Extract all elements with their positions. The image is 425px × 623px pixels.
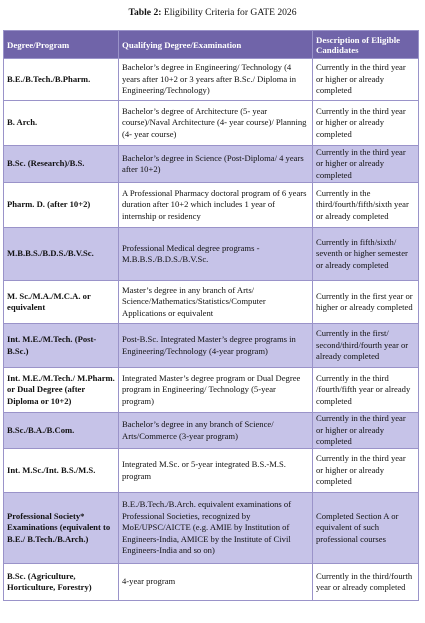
qualifying-cell: 4-year program	[119, 564, 313, 601]
qualifying-cell: Integrated Master’s degree program or Dual Degree program in Engineering/ Technology (5-year program)	[119, 368, 313, 413]
eligibility-cell: Completed Section A or equivalent of such professional courses	[313, 493, 419, 564]
eligibility-table	[3, 30, 419, 601]
eligibility-cell: Currently in the first/ second/third/fourth year or already completed	[313, 324, 419, 368]
caption-text: Eligibility Criteria for GATE 2026	[161, 7, 297, 18]
program-cell: B.Sc. (Agriculture, Horticulture, Forestry)	[4, 564, 119, 601]
table-row	[4, 368, 419, 413]
header-eligible-candidates: Description of Eligible Candidates	[313, 31, 419, 59]
program-cell: Int. M.E./M.Tech. (Post-B.Sc.)	[4, 324, 119, 368]
eligibility-cell: Currently in the third year or higher or already completed	[313, 449, 419, 493]
table-caption	[0, 6, 425, 19]
program-cell: Professional Society* Examinations (equivalent to B.E./ B.Tech./B.Arch.)	[4, 493, 119, 564]
program-cell: B.Sc./B.A./B.Com.	[4, 413, 119, 449]
table-row	[4, 59, 419, 101]
table-row	[4, 146, 419, 183]
program-cell: Pharm. D. (after 10+2)	[4, 183, 119, 228]
eligibility-cell: Currently in the third year or higher or already completed	[313, 413, 419, 449]
header-degree-program: Degree/Program	[4, 31, 119, 59]
eligibility-cell: Currently in the third/fourth year or already completed	[313, 564, 419, 601]
program-cell: B. Arch.	[4, 101, 119, 146]
table-row	[4, 101, 419, 146]
header-row	[4, 31, 419, 59]
program-cell: Int. M.E./M.Tech./ M.Pharm. or Dual Degree (after Diploma or 10+2)	[4, 368, 119, 413]
header-qualifying-degree: Qualifying Degree/Examination	[119, 31, 313, 59]
eligibility-cell: Currently in the first year or higher or already completed	[313, 281, 419, 324]
program-cell: M.B.B.S./B.D.S./B.V.Sc.	[4, 228, 119, 281]
table-row	[4, 228, 419, 281]
eligibility-cell: Currently in fifth/sixth/ seventh or higher semester or already completed	[313, 228, 419, 281]
program-cell: B.Sc. (Research)/B.S.	[4, 146, 119, 183]
qualifying-cell: A Professional Pharmacy doctoral program of 6 years duration after 10+2 which includes 1 year of internship or residency	[119, 183, 313, 228]
qualifying-cell: Bachelor’s degree in any branch of Science/ Arts/Commerce (3-year program)	[119, 413, 313, 449]
qualifying-cell: Professional Medical degree programs - M.B.B.S./B.D.S./B.V.Sc.	[119, 228, 313, 281]
qualifying-cell: Master’s degree in any branch of Arts/ Science/Mathematics/Statistics/Computer Applications or equivalent	[119, 281, 313, 324]
qualifying-cell: Integrated M.Sc. or 5-year integrated B.S.-M.S. program	[119, 449, 313, 493]
eligibility-cell: Currently in the third /fourth/fifth year or already completed	[313, 368, 419, 413]
eligibility-cell: Currently in the third year or higher or already completed	[313, 101, 419, 146]
caption-label: Table 2:	[128, 7, 162, 18]
program-cell: B.E./B.Tech./B.Pharm.	[4, 59, 119, 101]
qualifying-cell: Bachelor’s degree in Engineering/ Technology (4 years after 10+2 or 3 years after B.Sc./ Diploma in Engineering/Technology)	[119, 59, 313, 101]
table-row	[4, 324, 419, 368]
qualifying-cell: B.E./B.Tech./B.Arch. equivalent examinations of Professional Societies, recognized by MoE/UPSC/AICTE (e.g. AMIE by Institution of Engineers-India, AMICE by the Institute of Civil Engineers-India and so on)	[119, 493, 313, 564]
eligibility-cell: Currently in the third year or higher or already completed	[313, 146, 419, 183]
table-row	[4, 449, 419, 493]
program-cell: M. Sc./M.A./M.C.A. or equivalent	[4, 281, 119, 324]
qualifying-cell: Post-B.Sc. Integrated Master’s degree programs in Engineering/Technology (4-year program)	[119, 324, 313, 368]
table-row	[4, 183, 419, 228]
table-row	[4, 564, 419, 601]
program-cell: Int. M.Sc./Int. B.S./M.S.	[4, 449, 119, 493]
table-row	[4, 281, 419, 324]
qualifying-cell: Bachelor’s degree of Architecture (5- year course)/Naval Architecture (4- year course)/ Planning (4- year course)	[119, 101, 313, 146]
eligibility-cell: Currently in the third/fourth/fifth/sixth year or already completed	[313, 183, 419, 228]
qualifying-cell: Bachelor’s degree in Science (Post-Diploma/ 4 years after 10+2)	[119, 146, 313, 183]
table-row	[4, 413, 419, 449]
eligibility-cell: Currently in the third year or higher or already completed	[313, 59, 419, 101]
table-row	[4, 493, 419, 564]
